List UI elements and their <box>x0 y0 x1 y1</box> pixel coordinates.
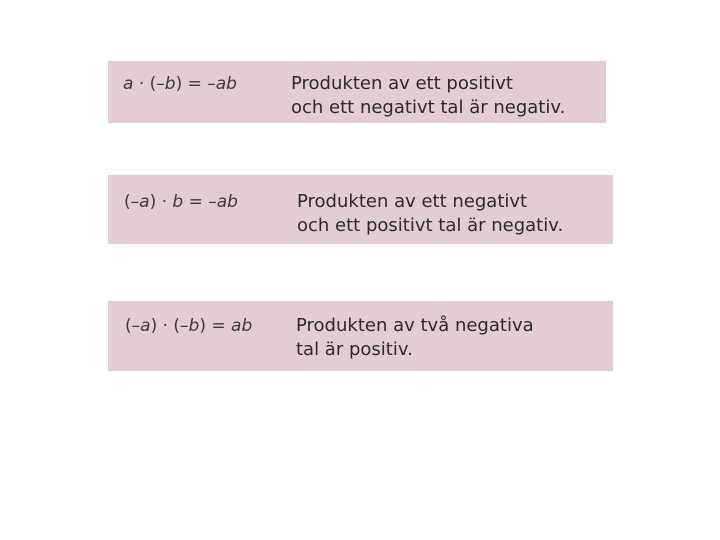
description-line: och ett negativt tal är negativ. <box>291 97 566 118</box>
description-line: och ett positivt tal är negativ. <box>297 215 564 236</box>
formula-part: ab <box>231 316 253 336</box>
formula-part: (– <box>125 316 141 336</box>
description-line: Produkten av ett positivt <box>291 73 513 94</box>
formula-part: ab <box>215 74 237 94</box>
formula-part: = – <box>183 192 217 212</box>
formula-part: ) = <box>199 316 232 336</box>
description-line: tal är positiv. <box>296 339 413 360</box>
formula-negative-times-positive <box>124 190 238 214</box>
formula-part: b <box>172 192 184 212</box>
rule-box-negative-times-positive <box>108 175 613 244</box>
description-negative-times-positive <box>297 190 563 238</box>
formula-part: a <box>139 192 150 212</box>
description-line: Produkten av två negativa <box>296 315 534 336</box>
formula-part: (– <box>124 192 140 212</box>
formula-part: ) · <box>149 192 173 212</box>
rule-box-negative-times-negative <box>108 301 613 371</box>
formula-part: ab <box>216 192 238 212</box>
formula-part: a <box>123 74 134 94</box>
description-positive-times-negative <box>291 72 565 120</box>
description-negative-times-negative <box>296 314 534 362</box>
formula-part: b <box>188 316 200 336</box>
formula-positive-times-negative <box>123 72 237 96</box>
formula-part: b <box>164 74 176 94</box>
formula-part: ) = – <box>175 74 216 94</box>
formula-part: a <box>140 316 151 336</box>
rule-box-positive-times-negative <box>108 61 606 123</box>
formula-part: · (– <box>133 74 165 94</box>
description-line: Produkten av ett negativt <box>297 191 528 212</box>
formula-part: ) · (– <box>150 316 189 336</box>
formula-negative-times-negative <box>125 314 252 338</box>
